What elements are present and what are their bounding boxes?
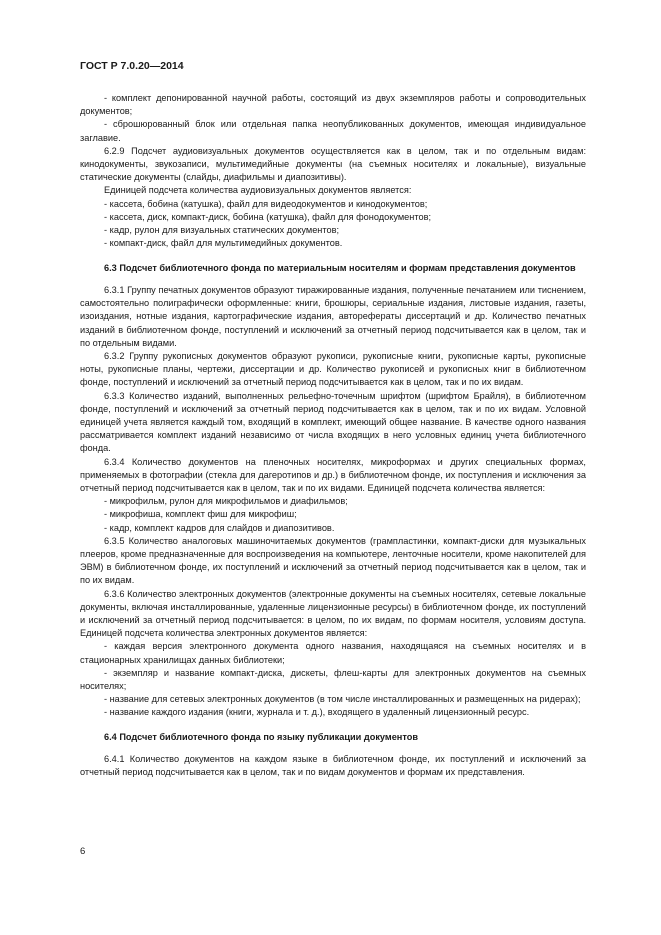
paragraph: 6.3.1 Группу печатных документов образуют тиражированные издания, полученные печатанием или тиснением, самостоятельно полиграфически оформленные: книги, брошюры, сериальные издания, листовые издания, газеты, изоиздания, нотные издания, картографические издания, авторефераты диссертаций и др. Количество печатных изданий в библиотечном фонде, поступлений и исключений за отчетный период подсчитывается как в целом, так и по отдельным видами. [80, 284, 586, 348]
paragraph: - микрофиша, комплект фиш для микрофиш; [104, 509, 297, 520]
paragraph: - комплект депонированной научной работы, состоящий из двух экземпляров работы и сопроводительных документов; [80, 93, 586, 117]
paragraph: - название для сетевых электронных документов (в том числе инсталлированных и размещенных на ридерах); [104, 694, 581, 705]
paragraph: - компакт-диск, файл для мультимедийных документов. [104, 238, 343, 249]
paragraph: 6.3.2 Группу рукописных документов образуют рукописи, рукописные книги, рукописные карты, рукописные ноты, рукописные планы, чертежи, диссертации и др. Количество рукописей и рукописных книг в библиотечном фонде, поступлений и исключений за отчетный период подсчитывается как в целом, так и по их видам. [80, 350, 586, 388]
paragraph: - кадр, рулон для визуальных статических документов; [104, 225, 340, 236]
paragraph: - кадр, комплект кадров для слайдов и диапозитивов. [104, 522, 335, 533]
paragraph: - кассета, диск, компакт-диск, бобина (катушка), файл для фонодокументов; [104, 211, 432, 222]
paragraph: 6.3.4 Количество документов на пленочных носителях, микроформах и других специальных формах, применяемых в фотографии (стекла для дагеротипов и др.) в библиотечном фонде, их поступления и исключения за отчетный период подсчитывается как в целом, так и по их видами. Единицей подсчета количества является: [80, 456, 586, 493]
section-6-3-body [80, 284, 586, 720]
paragraph: - микрофильм, рулон для микрофильмов и диафильмов; [104, 496, 348, 507]
paragraph: - название каждого издания (книги, журнала и т. д.), входящего в удаленный лицензионный ресурс. [104, 707, 530, 718]
page-content [80, 92, 586, 780]
paragraph: - каждая версия электронного документа одного названия, находящаяся на съемных носителях и в стационарных хранилищах данных библиотеки; [80, 641, 586, 665]
intro-block [80, 92, 586, 250]
page-number: 6 [80, 846, 86, 857]
paragraph: - кассета, бобина (катушка), файл для видеодокументов и кинодокументов; [104, 198, 428, 209]
document-code: ГОСТ Р 7.0.20—2014 [80, 60, 184, 72]
paragraph: - сброшюрованный блок или отдельная папка неопубликованных документов, имеющая индивидуальное заглавие. [80, 119, 586, 143]
paragraph: 6.3.3 Количество изданий, выполненных рельефно-точечным шрифтом (шрифтом Брайля), в библиотечном фонде, поступлений и исключений за отчетный период подсчитывается как в целом, так и по их видам. Условной единицей учета является каждый том, входящий в комплект, имеющий общее название. В качестве одного названия рассматривается комплект изданий независимо от числа входящих в него условных единиц учета библиотечного фонда. [80, 390, 586, 454]
section-heading-6-4: 6.4 Подсчет библиотечного фонда по языку публикации документов [104, 731, 418, 742]
paragraph: Единицей подсчета количества аудиовизуальных документов является: [104, 185, 412, 196]
paragraph: - экземпляр и название компакт-диска, дискеты, флеш-карты для электронных документов на съемных носителях; [80, 667, 586, 692]
paragraph: 6.4.1 Количество документов на каждом языке в библиотечном фонде, их поступлений и исключений за отчетный период подсчитывается как в целом, так и по видам документов и формам их представления. [80, 754, 586, 778]
paragraph: 6.3.6 Количество электронных документов (электронные документы на съемных носителях, сетевые локальные документы, включая инсталлированные, удаленные лицензионные ресурсы) в библиотечном фонде, их поступлений и исключений за отчетный период подсчитывается: в целом, по их видам, по формам носителя, условиям доступа. Единицей подсчета количества электронных документов является: [80, 588, 586, 639]
paragraph: 6.2.9 Подсчет аудиовизуальных документов осуществляется как в целом, так и по отдельным видам: кинодокументы, звукозаписи, мультимедийные документы (на съемных носителях и локальные), визуальные статические документы (слайды, диафильмы и диапозитивы). [80, 145, 586, 183]
section-heading-6-3: 6.3 Подсчет библиотечного фонда по материальным носителям и формам представления документов [104, 263, 576, 274]
paragraph: 6.3.5 Количество аналоговых машиночитаемых документов (грампластинки, компакт-диски для музыкальных плееров, кроме предназначенные для воспроизведения на компьютере, ленточные носители, кроме накопителей для ЭВМ) в библиотечном фонде, их поступлений и исключений за отчетный период подсчитывается как в целом, так и по их видам. [80, 535, 586, 586]
section-6-4-body [80, 753, 586, 779]
